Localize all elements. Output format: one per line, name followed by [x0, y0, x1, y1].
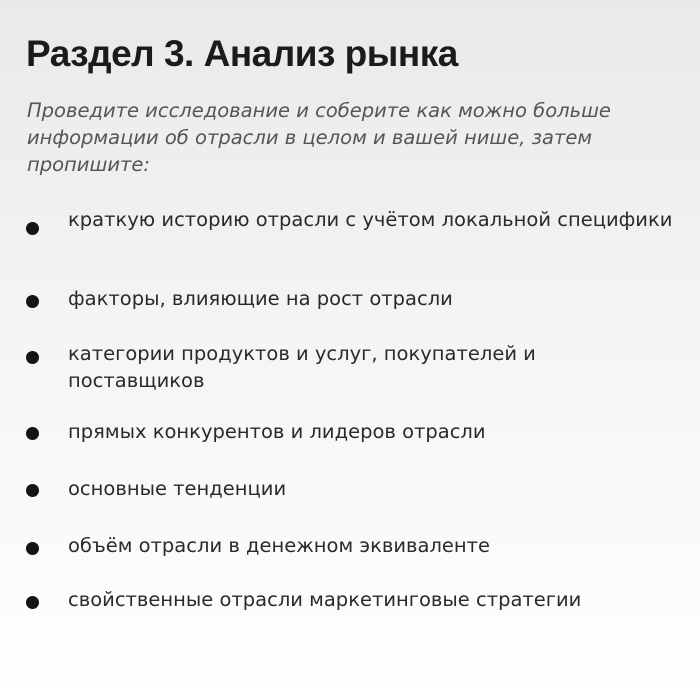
list-item-text: объём отрасли в денежном эквиваленте — [68, 534, 491, 557]
bullet-icon — [26, 222, 39, 235]
page-title: Раздел 3. Анализ рынка — [26, 33, 458, 74]
list-item-text: прямых конкурентов и лидеров отрасли — [68, 420, 486, 443]
list-item-text: краткую историю отрасли с учётом локальной специфики — [68, 208, 673, 231]
list-item-text: свойственные отрасли маркетинговые стратегии — [68, 588, 582, 611]
list-item-text: категории продуктов и услуг, покупателей и поставщиков — [68, 342, 536, 392]
list-item-text: основные тенденции — [68, 477, 287, 500]
bullet-icon — [26, 542, 39, 555]
list-item-text: факторы, влияющие на рост отрасли — [68, 287, 453, 310]
bullet-icon — [26, 351, 39, 364]
bullet-icon — [26, 427, 39, 440]
intro-text: Проведите исследование и соберите как можно больше информации об отрасли в целом и вашей нише, затем пропишите: — [27, 99, 611, 176]
bullet-icon — [26, 295, 39, 308]
bullet-icon — [26, 596, 39, 609]
bullet-icon — [26, 484, 39, 497]
